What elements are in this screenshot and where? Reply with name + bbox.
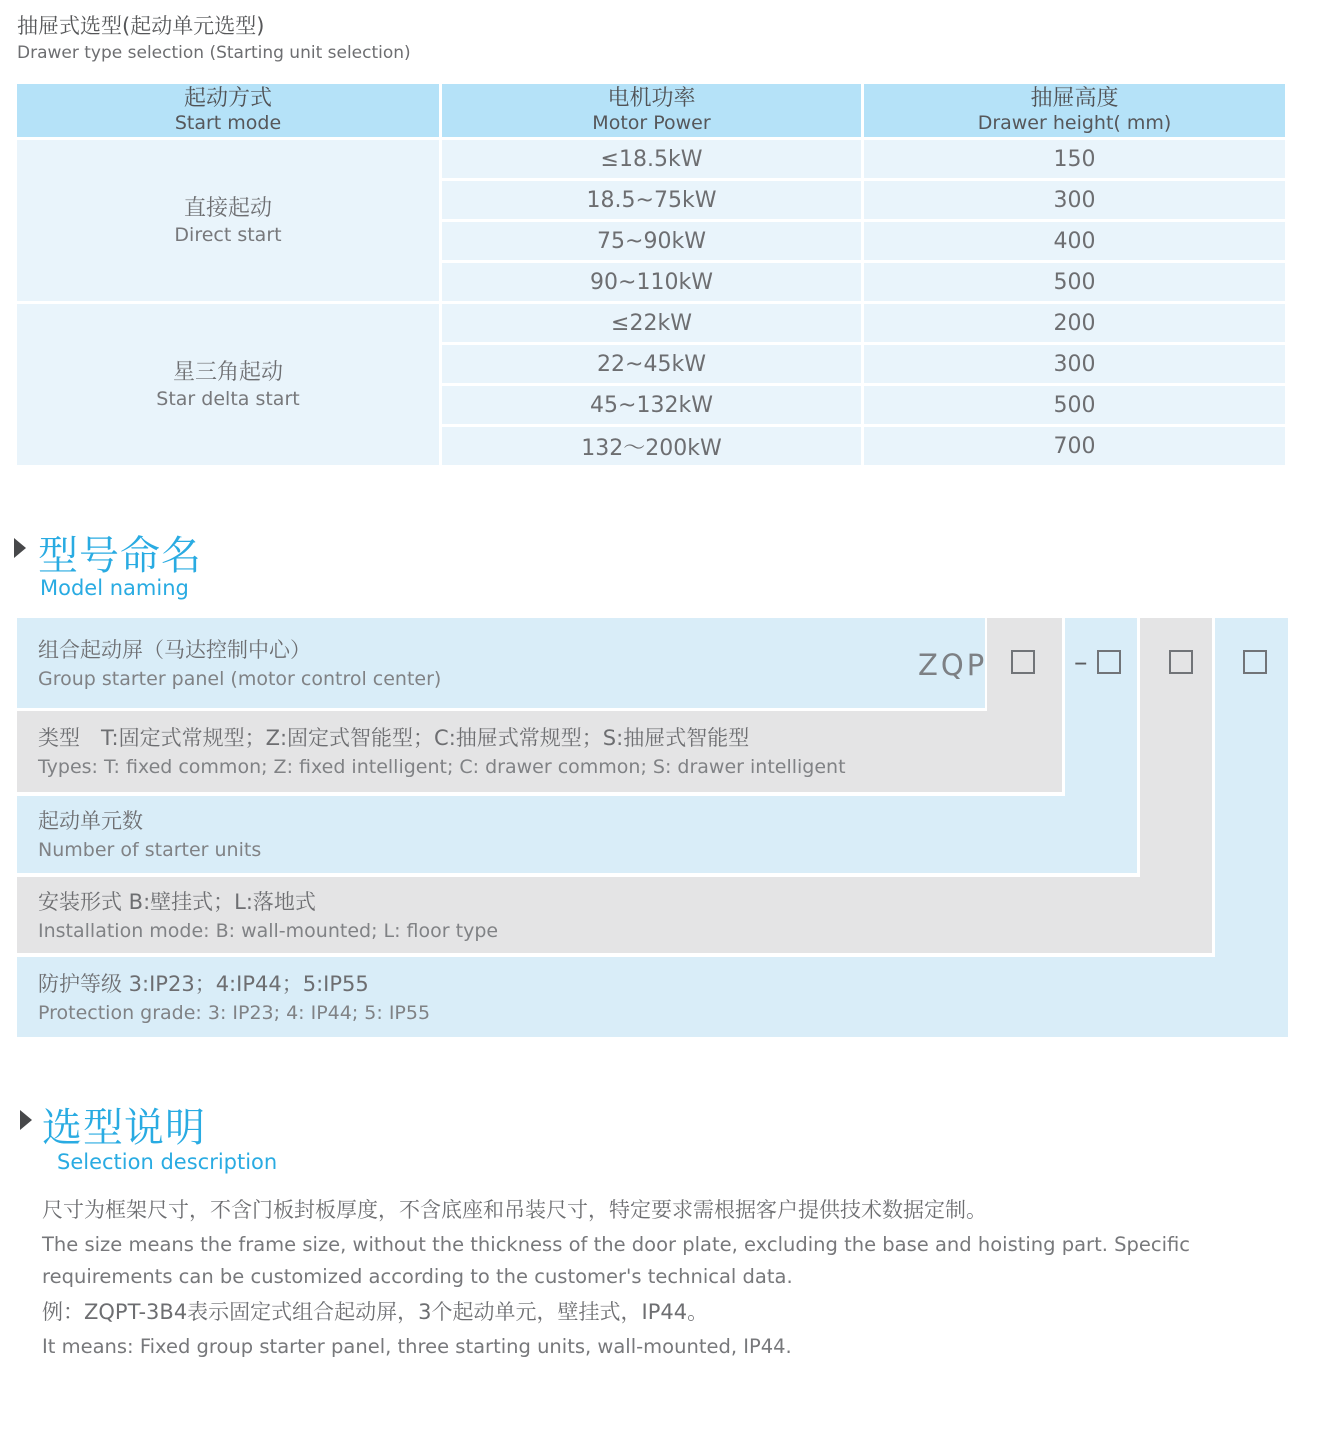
col-header-motor-power: [442, 84, 861, 137]
band3-en: Number of starter units: [38, 839, 262, 861]
model-naming-title-en: Model naming: [40, 576, 189, 600]
table-cell-power: ≤18.5kW: [442, 140, 861, 178]
selection-description-title-zh: 选型说明: [42, 1105, 206, 1151]
col-header-start-mode: [17, 84, 439, 137]
model-code-box-type: [1011, 650, 1035, 674]
triangle-bullet-icon: [20, 1110, 32, 1130]
col-header-start-mode-zh: 起动方式: [183, 86, 272, 111]
table-cell-height: 150: [864, 140, 1285, 178]
band5-en: Protection grade: 3: IP23; 4: IP44; 5: IP55: [38, 1001, 431, 1024]
band-starter-units: [17, 796, 1137, 873]
model-naming-title-zh: 型号命名: [38, 533, 202, 579]
triangle-bullet-icon: [14, 538, 26, 558]
table-cell-height: 300: [864, 181, 1285, 219]
band4-zh: 安装形式 B:壁挂式；L:落地式: [38, 889, 316, 914]
model-code-box-units: [1097, 650, 1121, 674]
band-group-starter-panel: [17, 618, 988, 708]
band5-zh: 防护等级 3:IP23；4:IP44；5:IP55: [38, 971, 369, 996]
table-cell-power: 75~90kW: [442, 222, 861, 260]
table-cell-height: 200: [864, 304, 1285, 342]
table-cell-power: ≤22kW: [442, 304, 861, 342]
col-header-drawer-height: [864, 84, 1285, 137]
table-cell-height: 500: [864, 263, 1285, 301]
table-cell-height: 400: [864, 222, 1285, 260]
direct-start-en: Direct start: [174, 223, 282, 246]
col-header-drawer-height-en: Drawer height( mm): [977, 112, 1172, 134]
model-code-prefix: ZQP: [918, 648, 988, 682]
description-line-zh: 尺寸为框架尺寸，不含门板封板厚度，不含底座和吊装尺寸，特定要求需根据客户提供技术数据定制。: [42, 1198, 987, 1222]
band1-zh: 组合起动屏（马达控制中心）: [38, 637, 311, 662]
table-cell-power: 18.5~75kW: [442, 181, 861, 219]
band1-en: Group starter panel (motor control center): [38, 667, 442, 690]
model-code-box-protection: [1243, 650, 1267, 674]
star-delta-start-zh: 星三角起动: [172, 359, 283, 385]
page-heading-zh: 抽屉式选型(起动单元选型): [17, 14, 265, 38]
drawer-selection-table: [17, 84, 1285, 465]
band2-en: Types: T: fixed common; Z: fixed intelligent; C: drawer common; S: drawer intelligent: [38, 756, 846, 778]
band2-zh: 类型 T:固定式常规型；Z:固定式智能型；C:抽屉式常规型；S:抽屉式智能型: [38, 726, 750, 750]
section-title-selection-description: [20, 1096, 440, 1206]
table-cell-power: 132～200kW: [442, 427, 861, 465]
table-cell-height: 700: [864, 427, 1285, 465]
band-protection-grade: [17, 957, 1288, 1037]
model-naming-diagram: [17, 618, 1288, 1037]
example-line-en: It means: Fixed group starter panel, three starting units, wall-mounted, IP44.: [42, 1335, 792, 1358]
direct-start-zh: 直接起动: [183, 195, 272, 221]
example-line-zh: 例：ZQPT-3B4表示固定式组合起动屏，3个起动单元，壁挂式，IP44。: [42, 1300, 709, 1324]
description-line-en: The size means the frame size, without the thickness of the door plate, excluding the base and hoisting part. Specific requirements can be customized according to the customer's technical data.: [42, 1233, 1191, 1288]
page-heading-en: Drawer type selection (Starting unit selection): [17, 43, 411, 63]
col-header-motor-power-zh: 电机功率: [607, 86, 696, 111]
table-cell-height: 500: [864, 386, 1285, 424]
selection-description-text: [42, 1194, 1294, 1366]
table-cell-power: 90~110kW: [442, 263, 861, 301]
page-heading: [17, 11, 411, 65]
model-code-dash: –: [1074, 647, 1088, 678]
group-cell-direct-start: [17, 140, 439, 301]
selection-description-title-en: Selection description: [57, 1150, 278, 1174]
model-code-box-installation: [1169, 650, 1193, 674]
band-installation-mode: [17, 877, 1212, 953]
table-cell-height: 300: [864, 345, 1285, 383]
col-header-start-mode-en: Start mode: [174, 112, 282, 134]
table-cell-power: 45~132kW: [442, 386, 861, 424]
table-cell-power: 22~45kW: [442, 345, 861, 383]
col-header-motor-power-en: Motor Power: [592, 112, 711, 134]
col-header-drawer-height-zh: 抽屉高度: [1030, 86, 1119, 111]
group-cell-star-delta-start: [17, 304, 439, 465]
band3-zh: 起动单元数: [38, 809, 143, 833]
band4-en: Installation mode: B: wall-mounted; L: floor type: [38, 919, 499, 942]
star-delta-start-en: Star delta start: [156, 387, 300, 410]
band-types: [17, 711, 1062, 792]
